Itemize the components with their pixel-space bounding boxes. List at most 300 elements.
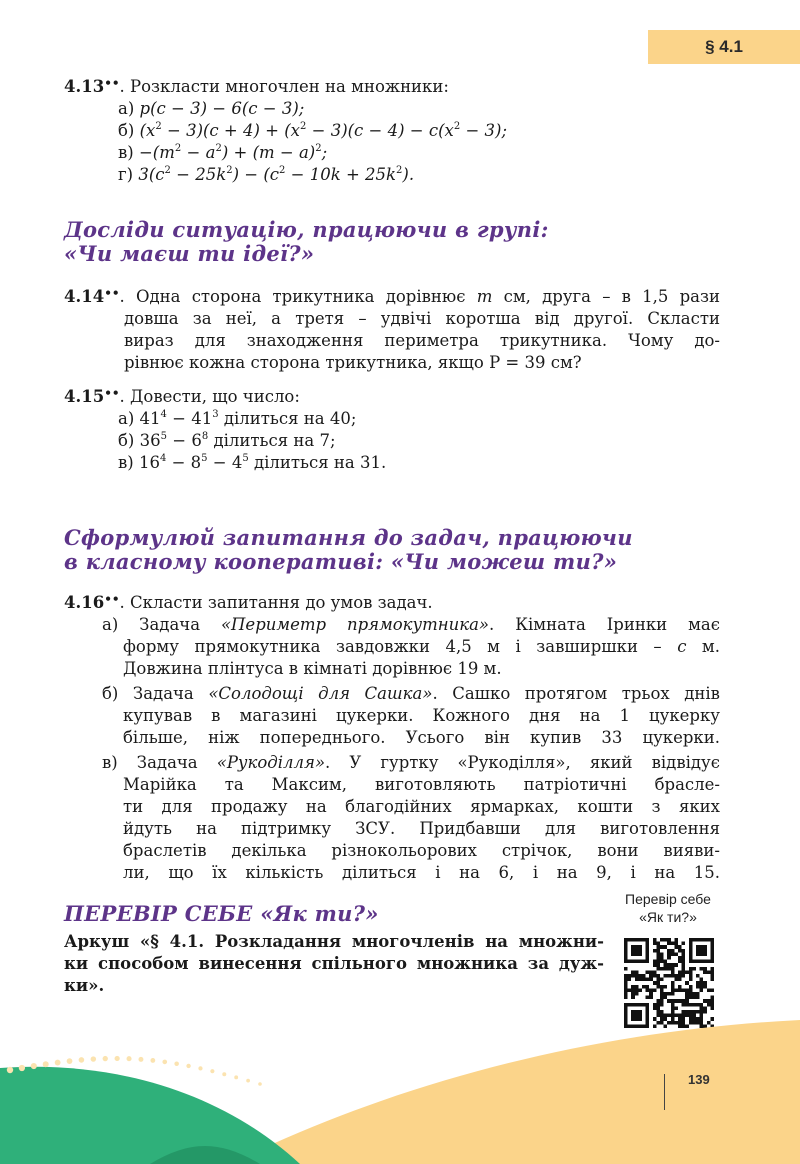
qr-module (710, 978, 714, 982)
qr-module (671, 1006, 675, 1010)
qr-module (660, 967, 664, 971)
exponent: 2 (155, 121, 162, 132)
heading-line: Досліди ситуацію, працюючи в групі: (64, 217, 549, 242)
qr-module (667, 952, 671, 956)
qr-module (631, 996, 635, 1000)
task-line (102, 636, 720, 658)
qr-module (624, 992, 628, 996)
exponent: 2 (174, 143, 182, 154)
expr-part: − 10k + 25k (285, 165, 397, 184)
qr-module (656, 974, 660, 978)
footer-dot (79, 1057, 85, 1063)
exponent: 3 (212, 409, 219, 420)
qr-module (696, 996, 700, 1000)
qr-module (703, 981, 707, 985)
difficulty-dots: •• (104, 286, 120, 300)
qr-module (631, 985, 635, 989)
qr-module (707, 999, 711, 1003)
qr-module (671, 949, 675, 953)
qr-module (671, 988, 675, 992)
task-line: ти для продажу на благодійних ярмарках, кошти з яких (123, 797, 720, 816)
qr-module (689, 970, 693, 974)
qr-module (667, 999, 671, 1003)
qr-module (671, 981, 675, 985)
qr-module (689, 985, 693, 989)
qr-module (700, 988, 704, 992)
qr-module (631, 970, 635, 974)
qr-module (682, 960, 686, 964)
exercise-number: 4.13 (64, 77, 105, 96)
exercise-title (64, 72, 720, 98)
qr-module (671, 1003, 675, 1007)
qr-module (685, 970, 689, 974)
task-text: . Кімната Іринки має (489, 615, 720, 634)
item-label: а) (118, 99, 140, 118)
qr-module (689, 1014, 693, 1018)
task-v (64, 752, 720, 884)
task-text: . Сашко протягом трьох днів (432, 684, 720, 703)
qr-module (674, 942, 678, 946)
qr-module (674, 952, 678, 956)
qr-module (660, 1010, 664, 1014)
qr-module (660, 956, 664, 960)
qr-module (660, 999, 664, 1003)
qr-module (628, 974, 632, 978)
footer-dot (222, 1072, 226, 1076)
qr-module (671, 985, 675, 989)
qr-module (656, 956, 660, 960)
task-label: б) Задача (102, 684, 209, 703)
footer-dot (103, 1056, 108, 1061)
qr-module (635, 978, 639, 982)
qr-module (653, 1006, 657, 1010)
footer-dot (138, 1057, 143, 1062)
qr-module (660, 960, 664, 964)
qr-module (656, 978, 660, 982)
qr-module (653, 938, 657, 942)
difficulty-dots: •• (104, 386, 120, 400)
expr-part: ) + (m − a) (221, 143, 316, 162)
qr-module (682, 949, 686, 953)
qr-module (707, 1003, 711, 1007)
expr-part: ділиться на 7; (208, 431, 336, 450)
qr-module (660, 938, 664, 942)
qr-module (685, 992, 689, 996)
qr-module (656, 981, 660, 985)
qr-module (678, 970, 682, 974)
qr-module (653, 960, 657, 964)
task-line: браслетів декілька різнокольорових стрічок, вони вияви- (123, 841, 720, 860)
qr-module (682, 956, 686, 960)
qr-module (696, 974, 700, 978)
qr-module (671, 1010, 675, 1014)
qr-module (653, 1003, 657, 1007)
footer-dot (55, 1060, 61, 1066)
expr-part: − 6 (167, 431, 202, 450)
qr-caption-line: «Як ти?» (639, 909, 697, 925)
qr-module (692, 1010, 696, 1014)
qr-module (674, 963, 678, 967)
qr-module (671, 963, 675, 967)
qr-module (646, 970, 650, 974)
qr-module (642, 978, 646, 982)
qr-module (700, 1010, 704, 1014)
expr-part: ) − (c (232, 165, 280, 184)
qr-module (700, 1014, 704, 1018)
qr-module (674, 988, 678, 992)
section-heading-cooperative (64, 526, 720, 574)
expr-part: ділиться на 31. (248, 453, 387, 472)
item-a (64, 98, 720, 120)
expr-part: − 3); (460, 121, 508, 140)
exponent: 2 (453, 121, 461, 132)
qr-module (660, 978, 664, 982)
qr-module (696, 981, 700, 985)
qr-module (638, 988, 642, 992)
qr-module (664, 963, 668, 967)
qr-module (642, 974, 646, 978)
qr-module (653, 970, 657, 974)
footer-dot (234, 1075, 238, 1079)
sheet-line: ки способом винесення спільного множника за дуж- (64, 954, 604, 973)
item-v (64, 142, 720, 164)
exercise-text: см, друга – в 1,5 рази (492, 287, 720, 306)
qr-module (678, 956, 682, 960)
exponent: 2 (315, 143, 322, 154)
qr-module (700, 967, 704, 971)
exponent: 4 (160, 409, 167, 420)
expr-part: ; (321, 143, 328, 162)
qr-module (653, 974, 657, 978)
qr-module (710, 974, 714, 978)
qr-caption (602, 890, 734, 926)
footer-dot (258, 1082, 262, 1086)
exercise-4-15 (64, 382, 720, 474)
qr-module (624, 967, 628, 971)
exponent: 2 (164, 165, 171, 176)
qr-module (638, 974, 642, 978)
qr-module (685, 988, 689, 992)
qr-module (689, 978, 693, 982)
exercise-text: . Розкласти многочлен на множники: (119, 77, 449, 96)
qr-module (664, 974, 668, 978)
heading-line: в класному кооперативі: «Чи можеш ти?» (64, 549, 618, 574)
qr-module (646, 988, 650, 992)
footer-dot (19, 1065, 25, 1071)
qr-module (624, 985, 628, 989)
exercise-text: . Довести, що число: (119, 387, 300, 406)
item-b (64, 120, 720, 142)
exercise-text: . Одна сторона трикутника дорівнює (119, 287, 477, 306)
qr-module (649, 992, 653, 996)
qr-module (664, 945, 668, 949)
variable: m (476, 287, 493, 306)
qr-module (682, 988, 686, 992)
qr-module (689, 1010, 693, 1014)
qr-module (678, 1014, 682, 1018)
footer-dot (198, 1066, 202, 1070)
qr-module (667, 992, 671, 996)
task-line: більше, ніж попереднього. Усього він купив 33 цукерки. (123, 728, 720, 747)
qr-module (649, 988, 653, 992)
qr-module (671, 942, 675, 946)
qr-module (674, 1006, 678, 1010)
qr-module (696, 985, 700, 989)
task-line (102, 752, 720, 774)
qr-module (656, 945, 660, 949)
qr-module (685, 999, 689, 1003)
qr-module (682, 967, 686, 971)
exercise-4-13 (64, 72, 720, 186)
qr-module (710, 967, 714, 971)
qr-module (660, 985, 664, 989)
qr-module (674, 938, 678, 942)
task-text: . У гуртку «Рукоділля», який відвідує (325, 753, 721, 772)
qr-module (656, 963, 660, 967)
self-check-heading: ПЕРЕВІР СЕБЕ «Як ти?» (64, 901, 379, 926)
exponent: 2 (215, 143, 222, 154)
task-a (64, 614, 720, 680)
qr-module (656, 942, 660, 946)
qr-module (678, 945, 682, 949)
qr-module (656, 1014, 660, 1018)
qr-module (624, 981, 628, 985)
qr-module (664, 992, 668, 996)
qr-module (696, 992, 700, 996)
footer-dot (246, 1079, 250, 1083)
page-divider (664, 1074, 665, 1110)
task-label: а) Задача (102, 615, 221, 634)
qr-module (649, 996, 653, 1000)
qr-module (642, 985, 646, 989)
qr-module (653, 942, 657, 946)
qr-module (685, 1003, 689, 1007)
expr-part: в) 16 (118, 453, 160, 472)
qr-module (674, 945, 678, 949)
qr-module (689, 988, 693, 992)
qr-module (660, 992, 664, 996)
footer-dot (31, 1063, 37, 1069)
qr-module (682, 952, 686, 956)
qr-module (635, 970, 639, 974)
expr-part: − 3)(c + 4) + (x (161, 121, 300, 140)
qr-module (635, 974, 639, 978)
qr-module (703, 970, 707, 974)
task-line: купував в магазині цукерки. Кожного дня на 1 цукерку (123, 706, 720, 725)
qr-module (631, 988, 635, 992)
exercise-number: 4.14 (64, 287, 105, 306)
expr-part: ділиться на 40; (218, 409, 357, 428)
qr-module (671, 992, 675, 996)
task-label: в) Задача (102, 753, 217, 772)
qr-module (696, 1003, 700, 1007)
exponent: 5 (201, 453, 208, 464)
qr-module (660, 952, 664, 956)
expr-part: а) 41 (118, 409, 161, 428)
footer-dot (150, 1058, 155, 1063)
qr-module (653, 963, 657, 967)
qr-module (646, 978, 650, 982)
qr-module (667, 967, 671, 971)
qr-module (664, 985, 668, 989)
qr-module (678, 960, 682, 964)
qr-module (707, 970, 711, 974)
exercise-text-line: рівнює кожна сторона трикутника, якщо Р = 39 см? (124, 353, 582, 372)
exercise-title (64, 382, 720, 408)
task-name: «Рукоділля» (216, 753, 326, 772)
exercise-4-14 (64, 282, 720, 374)
qr-module (682, 970, 686, 974)
expr-part: − 3)(c − 4) − c(x (306, 121, 454, 140)
qr-module (682, 963, 686, 967)
heading-line: Сформулюй запитання до задач, працюючи (64, 525, 633, 550)
qr-module (689, 967, 693, 971)
qr-module (692, 992, 696, 996)
qr-module (674, 1014, 678, 1018)
qr-module (678, 949, 682, 953)
variable: с (677, 637, 687, 656)
qr-module (660, 988, 664, 992)
qr-module (656, 985, 660, 989)
task-name: «Солодощі для Сашка» (208, 684, 433, 703)
qr-module (664, 1014, 668, 1018)
qr-module (682, 999, 686, 1003)
exponent: 4 (159, 453, 167, 464)
task-line: Марійка та Максим, виготовляють патріотичні брасле- (123, 775, 720, 794)
qr-module (656, 967, 660, 971)
qr-module (667, 1014, 671, 1018)
qr-module (667, 963, 671, 967)
qr-module (682, 974, 686, 978)
exercise-title (64, 282, 720, 308)
qr-module (692, 1014, 696, 1018)
qr-module (656, 1006, 660, 1010)
qr-module (685, 1010, 689, 1014)
exercise-4-16 (64, 588, 720, 884)
qr-module (656, 1003, 660, 1007)
qr-finder (696, 945, 707, 956)
page-number: 139 (688, 1072, 710, 1087)
footer-dot (186, 1064, 190, 1068)
qr-module (689, 974, 693, 978)
qr-module (660, 945, 664, 949)
sheet-line: ки». (64, 976, 105, 995)
footer-dot (7, 1067, 13, 1073)
qr-module (628, 978, 632, 982)
expr-part: ). (402, 165, 415, 184)
task-b (64, 683, 720, 749)
heading-line: «Чи маєш ти ідеї?» (64, 241, 315, 266)
footer-dot (43, 1061, 49, 1067)
qr-module (660, 996, 664, 1000)
item-g (64, 164, 720, 186)
exercise-number: 4.16 (64, 593, 105, 612)
expr-part: − 4 (207, 453, 243, 472)
qr-module (678, 985, 682, 989)
qr-module (682, 1003, 686, 1007)
qr-module (710, 1003, 714, 1007)
footer-decoration (0, 1020, 800, 1164)
difficulty-dots: •• (104, 592, 120, 606)
expr-part: − 8 (166, 453, 202, 472)
item-b (64, 430, 720, 452)
qr-module (689, 996, 693, 1000)
qr-module (696, 1010, 700, 1014)
qr-module (682, 1014, 686, 1018)
task-text: м. (686, 637, 721, 656)
qr-code-icon[interactable] (624, 938, 714, 1028)
expr-part: − 41 (166, 409, 213, 428)
qr-module (685, 981, 689, 985)
qr-module (646, 985, 650, 989)
qr-module (624, 988, 628, 992)
item-label: в) (118, 143, 139, 162)
qr-module (671, 974, 675, 978)
difficulty-dots: •• (104, 76, 120, 90)
qr-module (689, 992, 693, 996)
qr-module (624, 974, 628, 978)
qr-module (678, 974, 682, 978)
qr-caption-line: Перевір себе (625, 891, 711, 907)
qr-module (703, 1006, 707, 1010)
expr-part: − a (181, 143, 216, 162)
qr-module (631, 974, 635, 978)
exercise-text-line: вираз для знаходження периметра трикутника. Чому до- (124, 331, 720, 350)
exercise-text: . Скласти запитання до умов задач. (119, 593, 433, 612)
exponent: 2 (396, 165, 403, 176)
qr-module (653, 988, 657, 992)
sheet-line: Аркуш «§ 4.1. Розкладання многочленів на множни- (64, 932, 604, 951)
qr-module (671, 967, 675, 971)
qr-module (710, 996, 714, 1000)
qr-module (638, 978, 642, 982)
qr-module (649, 974, 653, 978)
qr-module (660, 1014, 664, 1018)
footer-dot (162, 1060, 167, 1065)
qr-module (646, 996, 650, 1000)
task-line: йдуть на підтримку ЗСУ. Придбавши для виготовлення (123, 819, 720, 838)
footer-dot (210, 1069, 214, 1073)
qr-module (653, 949, 657, 953)
qr-module (678, 999, 682, 1003)
footer-dot (127, 1056, 132, 1061)
qr-module (682, 1010, 686, 1014)
qr-module (700, 1006, 704, 1010)
qr-module (660, 1003, 664, 1007)
qr-module (689, 1003, 693, 1007)
qr-module (624, 996, 628, 1000)
qr-module (685, 1014, 689, 1018)
qr-module (685, 996, 689, 1000)
section-heading-group-work (64, 218, 720, 266)
qr-module (703, 999, 707, 1003)
exponent: 8 (201, 431, 209, 442)
qr-module (692, 1003, 696, 1007)
expr-part: б) 36 (118, 431, 161, 450)
qr-module (667, 938, 671, 942)
footer-dot (115, 1056, 120, 1061)
qr-module (710, 988, 714, 992)
qr-module (700, 985, 704, 989)
exercise-text-line: довша за неї, а третя – удвічі коротша від другої. Скласти (124, 309, 720, 328)
footer-dot (91, 1056, 96, 1061)
task-name: «Периметр прямокутника» (220, 615, 490, 634)
qr-module (682, 942, 686, 946)
qr-module (656, 952, 660, 956)
qr-module (700, 981, 704, 985)
expr-part: 3(c (138, 165, 165, 184)
qr-module (703, 1010, 707, 1014)
